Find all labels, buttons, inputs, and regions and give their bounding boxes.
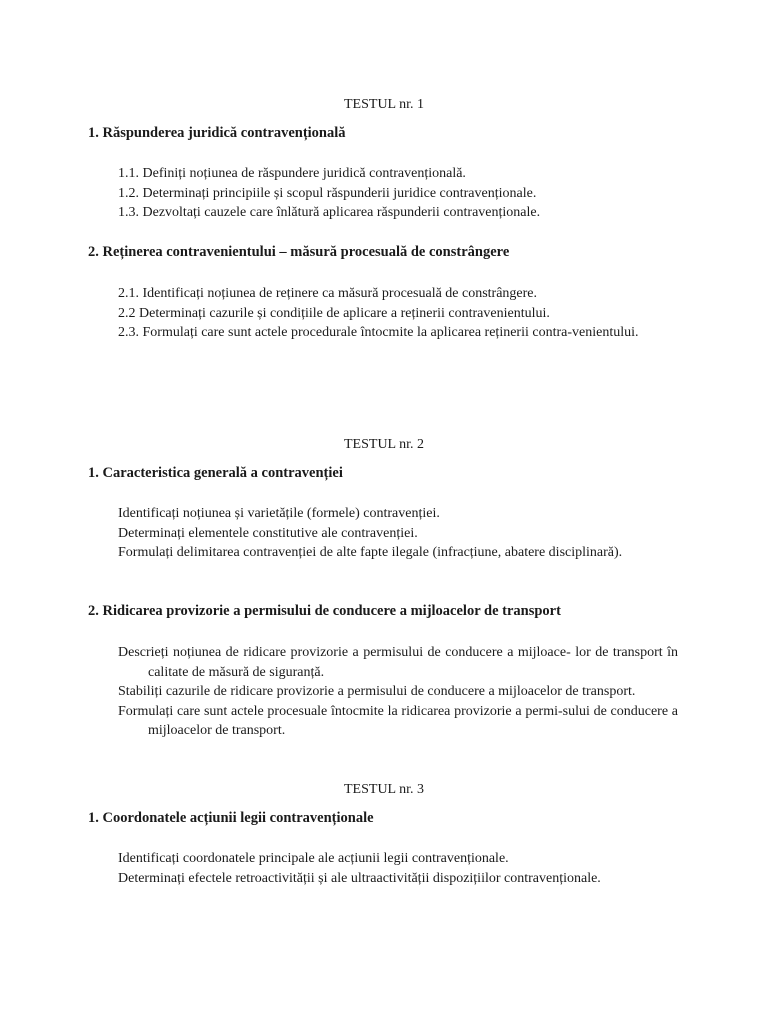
list-item: 1.2. Determinați principiile și scopul răspunderii juridice contravenționale. <box>118 185 537 201</box>
list-item: Formulați delimitarea contravenției de alte fapte ilegale (infracțiune, abatere disciplinară). <box>118 545 623 560</box>
list-item: 1.3. Dezvoltați cauzele care înlătură aplicarea răspunderii contravenționale. <box>118 205 541 220</box>
list-item: Descrieți noțiunea de ridicare provizorie a permisului de conducere a mijloace- lor de transport în calitate de măsură de siguranță. <box>118 645 678 680</box>
list-item: 2.3. Formulați care sunt actele procedurale întocmite la aplicarea reținerii contra-venientului. <box>118 325 639 340</box>
test-3-title: TESTUL nr. 3 <box>344 782 424 797</box>
list-item: 2.1. Identificați noțiunea de reținere ca măsură procesuală de constrângere. <box>118 286 538 301</box>
test-1-section-1-heading: 1. Răspunderea juridică contravențională <box>88 125 346 141</box>
test-1-section-2-list <box>118 284 678 343</box>
list-item: Identificați coordonatele principale ale acțiunii legii contravenționale. <box>118 851 509 866</box>
test-3-section-1-heading: 1. Coordonatele acțiunii legii contravenționale <box>88 810 374 826</box>
test-2-section-1-list <box>118 504 678 563</box>
test-1-section-1-list <box>118 164 678 223</box>
list-item: Formulați care sunt actele procesuale întocmite la ridicarea provizorie a permi-sului de conducere a mijloacelor de transport. <box>118 703 678 738</box>
test-2-title: TESTUL nr. 2 <box>344 437 424 452</box>
test-2-section-2-list <box>118 643 678 741</box>
list-item: 2.2 Determinați cazurile și condițiile de aplicare a reținerii contravenientului. <box>118 305 550 321</box>
list-item: Determinați efectele retroactivității și ale ultraactivității dispozițiilor contravenționale. <box>118 870 601 886</box>
test-1-section-2-heading: 2. Reținerea contravenientului – măsură procesuală de constrângere <box>88 244 510 260</box>
list-item: Identificați noțiunea și varietățile (formele) contravenției. <box>118 506 440 521</box>
test-3-section-1-list <box>118 849 678 888</box>
list-item: Determinați elementele constitutive ale contravenției. <box>118 525 418 541</box>
test-2-section-2-heading: 2. Ridicarea provizorie a permisului de conducere a mijloacelor de transport <box>88 603 561 619</box>
test-2-section-1-heading: 1. Caracteristica generală a contravenției <box>88 465 343 481</box>
list-item: 1.1. Definiți noțiunea de răspundere juridică contravențională. <box>118 166 466 181</box>
list-item: Stabiliți cazurile de ridicare provizorie a permisului de conducere a mijloacelor de transport. <box>118 684 636 699</box>
test-1-title: TESTUL nr. 1 <box>344 97 424 112</box>
